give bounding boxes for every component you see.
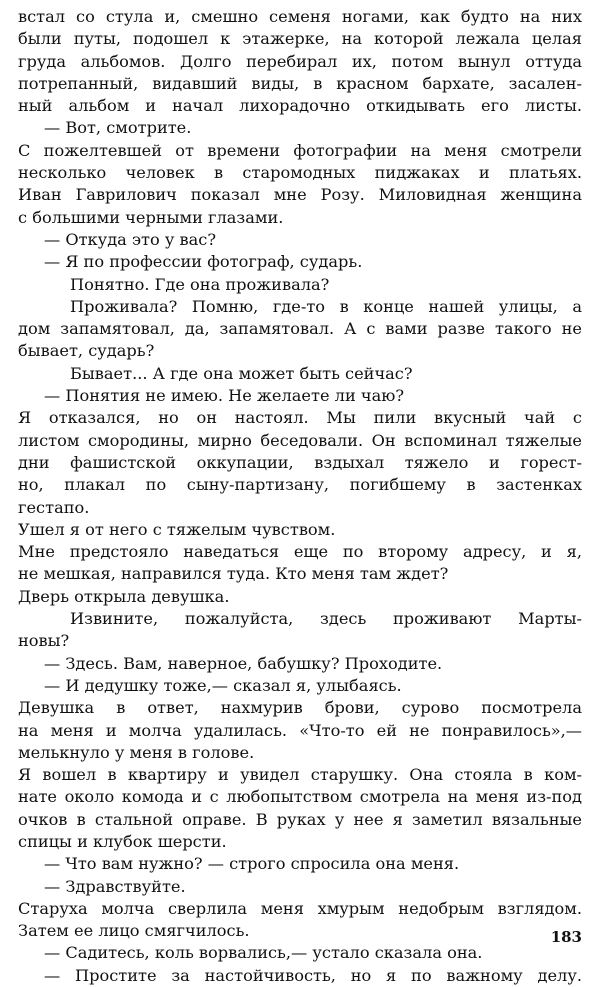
text-line: — Откуда это у вас? (44, 229, 217, 249)
text-line: — И дедушку тоже,— сказал я, улыбаясь. (44, 675, 402, 695)
text-line: спицы и клубок шерсти. (18, 831, 227, 851)
text-line: Мне предстояло наведаться еще по второму адресу, и я, (18, 542, 582, 562)
text-line: — Садитесь, коль ворвались,— устало сказала она. (44, 943, 483, 963)
text-line: груда альбомов. Долго перебирал их, потом вынул оттуда (18, 51, 582, 71)
text-line: Затем ее лицо смягчилось. (18, 921, 250, 941)
text-line: очков в стальной оправе. В руках у нее я заметил вязальные (18, 809, 582, 829)
text-line: мелькнуло у меня в голове. (18, 742, 255, 762)
text-line: Я отказался, но он настоял. Мы пили вкусный чай с (18, 408, 582, 428)
text-line: Старуха молча сверлила меня хмурым недобрым взглядом. (18, 898, 582, 918)
text-line: были путы, подошел к этажерке, на которой лежала целая (18, 29, 582, 49)
text-line: Бывает... А где она может быть сейчас? (70, 363, 413, 383)
text-line: гестапо. (18, 497, 90, 517)
text-line: Ушел я от него с тяжелым чувством. (18, 519, 336, 539)
text-line: бывает, сударь? (18, 341, 155, 361)
text-line: Проживала? Помню, где-то в конце нашей улицы, а (70, 296, 582, 316)
text-line: — Что вам нужно? — строго спросила она меня. (44, 854, 460, 874)
text-line: — Вот, смотрите. (44, 118, 192, 138)
text-line: несколько человек в старомодных пиджаках и платьях. (18, 163, 582, 183)
page-number: 183 (550, 928, 582, 946)
text-line: потрепанный, видавший виды, в красном бархате, засален- (18, 73, 582, 93)
text-line: не мешкая, направился туда. Кто меня там ждет? (18, 564, 449, 584)
text-line: на меня и молча удалилась. «Что-то ей не понравилось»,— (18, 720, 582, 740)
text-line: Дверь открыла девушка. (18, 586, 230, 606)
text-line: но, плакал по сыну-партизану, погибшему в застенках (18, 475, 582, 495)
text-line: Девушка в ответ, нахмурив брови, сурово посмотрела (18, 698, 582, 718)
text-line: нате около комода и с любопытством смотрела на меня из-под (18, 787, 582, 807)
text-line: Я вошел в квартиру и увидел старушку. Она стояла в ком- (18, 765, 582, 785)
text-line: — Здравствуйте. (44, 876, 186, 896)
text-line: Понятно. Где она проживала? (70, 274, 330, 294)
text-line: — Здесь. Вам, наверное, бабушку? Проходите. (44, 653, 443, 673)
text-line: — Я по профессии фотограф, сударь. (44, 252, 363, 272)
text-line: — Простите за настойчивость, но я по важному делу. (44, 965, 582, 985)
text-line: — Понятия не имею. Не желаете ли чаю? (44, 386, 405, 406)
text-line: листом смородины, мирно беседовали. Он вспоминал тяжелые (18, 430, 582, 450)
text-line: ный альбом и начал лихорадочно откидывать его листы. (18, 96, 582, 116)
text-line: Извините, пожалуйста, здесь проживают Марты- (70, 609, 582, 629)
text-line: Иван Гаврилович показал мне Розу. Миловидная женщина (18, 185, 582, 205)
text-line: дом запамятовал, да, запамятовал. А с вами разве такого не (18, 319, 582, 339)
text-line: новы? (18, 631, 70, 651)
text-line: встал со стула и, смешно семеня ногами, как будто на них (18, 7, 582, 26)
text-line: С пожелтевшей от времени фотографии на меня смотрели (18, 140, 582, 160)
text-line: с большими черными глазами. (18, 207, 284, 227)
text-line: дни фашистской оккупации, вздыхал тяжело и горест- (18, 452, 582, 472)
book-page-text (18, 6, 582, 987)
